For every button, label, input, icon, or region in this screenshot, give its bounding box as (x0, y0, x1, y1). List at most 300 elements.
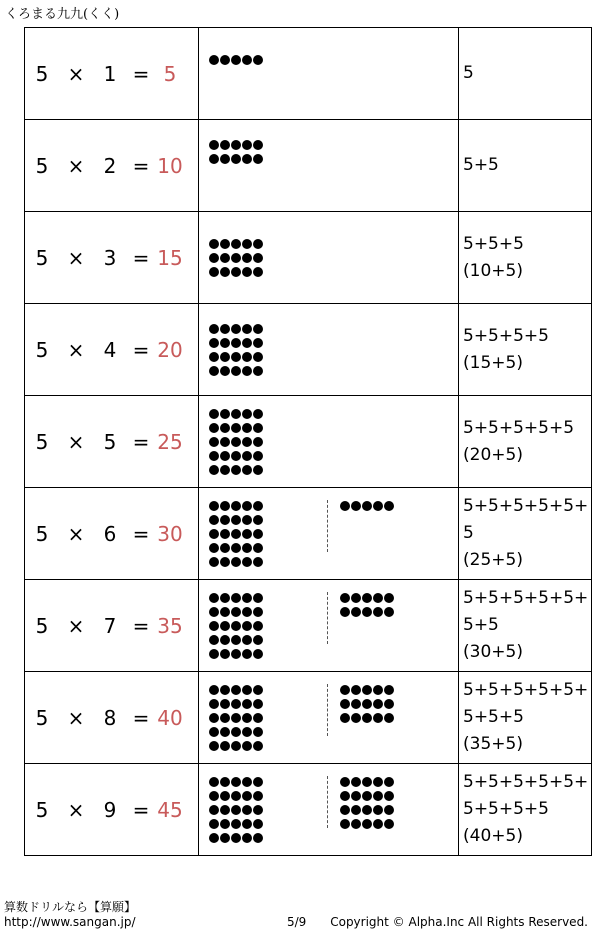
sum-cell (459, 580, 592, 672)
sum-cell (459, 28, 592, 120)
black-dot (373, 819, 383, 829)
dot-row (340, 711, 395, 725)
black-dot (242, 423, 252, 433)
equation (25, 246, 198, 270)
black-dot (351, 819, 361, 829)
dot-row (209, 527, 264, 541)
sum-cell (459, 396, 592, 488)
black-dot (351, 713, 361, 723)
multiplicand: 5 (35, 337, 49, 362)
black-dot (242, 451, 252, 461)
black-dot (242, 154, 252, 164)
black-dot (209, 140, 219, 150)
black-dot (209, 713, 219, 723)
black-dot (209, 267, 219, 277)
black-dot (351, 593, 361, 603)
sum-line: (15+5) (463, 352, 523, 373)
black-dot (384, 777, 394, 787)
black-dot (220, 529, 230, 539)
black-dot (242, 543, 252, 553)
black-dot (351, 607, 361, 617)
black-dot (253, 267, 263, 277)
black-dot (220, 437, 230, 447)
black-dot (340, 699, 350, 709)
black-dot (220, 833, 230, 843)
equation-cell (25, 212, 199, 304)
product: 35 (157, 613, 183, 638)
black-dot (209, 423, 219, 433)
black-dot (242, 366, 252, 376)
black-dot (242, 621, 252, 631)
black-dot (220, 805, 230, 815)
black-dot (253, 833, 263, 843)
dashed-divider (327, 500, 328, 552)
black-dot (209, 529, 219, 539)
footer-url-link[interactable]: http://www.sangan.jp/ (4, 915, 136, 929)
copyright-text: Copyright © Alpha.Inc All Rights Reserved. (330, 915, 588, 929)
black-dot (231, 465, 241, 475)
sum-cell (459, 764, 592, 856)
table-row (25, 672, 592, 764)
black-dot (373, 593, 383, 603)
dot-row (209, 463, 264, 477)
black-dot (351, 685, 361, 695)
black-dot (362, 593, 372, 603)
black-dot (242, 409, 252, 419)
black-dot (351, 791, 361, 801)
black-dot (231, 685, 241, 695)
black-dot (209, 593, 219, 603)
sum-line: 5+5+5 (463, 707, 524, 727)
dot-group-left (209, 775, 264, 845)
black-dot (231, 557, 241, 567)
sum-line: 5+5+5+5+5+ (463, 496, 589, 516)
black-dot (220, 713, 230, 723)
repeated-addition (459, 60, 591, 87)
dashed-divider (327, 684, 328, 736)
dot-row (209, 322, 264, 336)
dot-row (340, 803, 395, 817)
black-dot (242, 833, 252, 843)
times-sign: × (67, 153, 85, 178)
black-dot (373, 805, 383, 815)
black-dot (209, 621, 219, 631)
black-dot (384, 685, 394, 695)
black-dot (209, 451, 219, 461)
black-dot (253, 55, 263, 65)
black-dot (220, 607, 230, 617)
multiplier: 5 (103, 429, 117, 454)
black-dot (373, 777, 383, 787)
equation (25, 798, 198, 822)
dot-row (209, 513, 264, 527)
black-dot (351, 805, 361, 815)
dots-cell (199, 120, 459, 212)
black-dot (220, 621, 230, 631)
black-dot (242, 55, 252, 65)
times-sign: × (67, 429, 85, 454)
black-dot (242, 253, 252, 263)
worksheet-title: くろまる九九(くく) (5, 7, 120, 22)
sum-line: 5+5+5+5+5+ (463, 680, 589, 700)
repeated-addition (459, 323, 591, 377)
black-dot (362, 713, 372, 723)
multiplicand: 5 (35, 429, 49, 454)
black-dot (253, 805, 263, 815)
black-dot (351, 699, 361, 709)
black-dot (220, 515, 230, 525)
black-dot (242, 635, 252, 645)
dashed-divider (327, 592, 328, 644)
dot-row (209, 711, 264, 725)
dots-cell (199, 304, 459, 396)
equation-cell (25, 28, 199, 120)
sum-line: 5+5 (463, 615, 499, 635)
equation-cell (25, 672, 199, 764)
black-dot (253, 409, 263, 419)
black-dot (209, 515, 219, 525)
black-dot (231, 819, 241, 829)
equation (25, 154, 198, 178)
black-dot (220, 741, 230, 751)
dot-row (209, 499, 264, 513)
dot-row (209, 619, 264, 633)
dot-row (209, 775, 264, 789)
table-row (25, 28, 592, 120)
black-dot (209, 501, 219, 511)
black-dot (231, 741, 241, 751)
sum-cell (459, 304, 592, 396)
black-dot (253, 607, 263, 617)
black-dot (253, 741, 263, 751)
times-sign: × (67, 337, 85, 362)
black-dot (209, 649, 219, 659)
black-dot (231, 140, 241, 150)
equals-sign: = (132, 797, 150, 822)
sum-line: (25+5) (463, 550, 523, 570)
black-dot (242, 713, 252, 723)
black-dot (373, 607, 383, 617)
equation (25, 614, 198, 638)
black-dot (242, 685, 252, 695)
black-dot (384, 501, 394, 511)
table-row (25, 764, 592, 856)
sum-line: (40+5) (463, 826, 523, 846)
dot-group-left (209, 322, 264, 378)
black-dot (242, 649, 252, 659)
black-dot (351, 501, 361, 511)
dot-row (209, 697, 264, 711)
sum-cell (459, 488, 592, 580)
black-dot (220, 791, 230, 801)
black-dot (253, 819, 263, 829)
sum-cell (459, 120, 592, 212)
sum-line: (10+5) (463, 260, 523, 281)
black-dot (384, 607, 394, 617)
black-dot (231, 451, 241, 461)
black-dot (231, 833, 241, 843)
black-dot (209, 819, 219, 829)
black-dot (209, 253, 219, 263)
black-dot (209, 154, 219, 164)
black-dot (220, 699, 230, 709)
black-dot (231, 423, 241, 433)
black-dot (220, 727, 230, 737)
multiplicand: 5 (35, 61, 49, 86)
black-dot (231, 607, 241, 617)
black-dot (209, 55, 219, 65)
black-dot (209, 366, 219, 376)
dot-row (209, 336, 264, 350)
black-dot (340, 819, 350, 829)
dot-row (340, 499, 395, 513)
table-row (25, 120, 592, 212)
dot-row (209, 407, 264, 421)
black-dot (340, 713, 350, 723)
repeated-addition (459, 152, 591, 179)
equals-sign: = (132, 153, 150, 178)
equals-sign: = (132, 705, 150, 730)
multiplicand: 5 (35, 153, 49, 178)
dot-group-left (209, 53, 264, 67)
black-dot (253, 338, 263, 348)
dot-row (209, 53, 264, 67)
black-dot (253, 529, 263, 539)
black-dot (253, 791, 263, 801)
times-sign: × (67, 521, 85, 546)
table-row (25, 304, 592, 396)
black-dot (253, 699, 263, 709)
sum-cell (459, 672, 592, 764)
black-dot (209, 543, 219, 553)
equals-sign: = (132, 429, 150, 454)
dot-row (340, 775, 395, 789)
black-dot (231, 727, 241, 737)
sum-line: 5 (463, 523, 474, 543)
black-dot (242, 557, 252, 567)
repeated-addition (459, 231, 591, 285)
black-dot (253, 543, 263, 553)
black-dot (220, 649, 230, 659)
black-dot (362, 699, 372, 709)
black-dot (231, 635, 241, 645)
dot-row (340, 817, 395, 831)
dot-group-left (209, 683, 264, 753)
dot-row (340, 789, 395, 803)
black-dot (231, 324, 241, 334)
dot-row (209, 237, 264, 251)
black-dot (231, 366, 241, 376)
dot-row (209, 265, 264, 279)
black-dot (384, 805, 394, 815)
product: 15 (157, 245, 183, 270)
black-dot (209, 741, 219, 751)
black-dot (340, 593, 350, 603)
dot-group-left (209, 499, 264, 569)
repeated-addition (459, 677, 591, 758)
equation-cell (25, 488, 199, 580)
black-dot (209, 465, 219, 475)
dot-group-left (209, 591, 264, 661)
product: 30 (157, 521, 183, 546)
black-dot (253, 437, 263, 447)
black-dot (231, 55, 241, 65)
black-dot (220, 267, 230, 277)
multiplier: 2 (103, 153, 117, 178)
black-dot (253, 154, 263, 164)
black-dot (253, 140, 263, 150)
repeated-addition (459, 415, 591, 469)
multiplier: 3 (103, 245, 117, 270)
black-dot (373, 791, 383, 801)
black-dot (242, 239, 252, 249)
dot-row (340, 683, 395, 697)
dots-cell (199, 764, 459, 856)
dot-group-left (209, 138, 264, 166)
dot-row (209, 605, 264, 619)
black-dot (242, 338, 252, 348)
black-dot (362, 607, 372, 617)
black-dot (209, 409, 219, 419)
black-dot (253, 649, 263, 659)
equals-sign: = (132, 521, 150, 546)
black-dot (220, 465, 230, 475)
dot-row (209, 138, 264, 152)
black-dot (362, 791, 372, 801)
black-dot (340, 607, 350, 617)
sum-line: 5 (463, 63, 474, 83)
sum-line: 5+5+5+5+5+ (463, 588, 589, 608)
black-dot (362, 819, 372, 829)
black-dot (209, 833, 219, 843)
black-dot (253, 635, 263, 645)
footer-brand: 算数ドリルなら【算願】 (4, 900, 137, 914)
black-dot (242, 352, 252, 362)
multiplier: 9 (103, 797, 117, 822)
black-dot (209, 324, 219, 334)
black-dot (373, 501, 383, 511)
black-dot (242, 805, 252, 815)
times-sign: × (67, 797, 85, 822)
black-dot (362, 805, 372, 815)
multiplicand: 5 (35, 245, 49, 270)
black-dot (231, 515, 241, 525)
dot-row (209, 449, 264, 463)
sum-line: 5+5+5+5 (463, 799, 549, 819)
black-dot (362, 777, 372, 787)
black-dot (231, 593, 241, 603)
black-dot (231, 437, 241, 447)
equals-sign: = (132, 61, 150, 86)
multiplicand: 5 (35, 521, 49, 546)
multiplier: 6 (103, 521, 117, 546)
black-dot (220, 451, 230, 461)
dot-row (209, 555, 264, 569)
black-dot (220, 352, 230, 362)
equation-cell (25, 304, 199, 396)
black-dot (351, 777, 361, 787)
black-dot (209, 791, 219, 801)
equation (25, 62, 198, 86)
multiplier: 4 (103, 337, 117, 362)
dot-group-right (340, 683, 395, 725)
repeated-addition (459, 493, 591, 574)
multiplier: 1 (103, 61, 117, 86)
product: 5 (163, 61, 177, 86)
black-dot (242, 140, 252, 150)
black-dot (209, 699, 219, 709)
sum-cell (459, 212, 592, 304)
black-dot (242, 437, 252, 447)
black-dot (231, 543, 241, 553)
dot-row (340, 605, 395, 619)
black-dot (220, 423, 230, 433)
black-dot (209, 607, 219, 617)
repeated-addition (459, 585, 591, 666)
black-dot (231, 699, 241, 709)
dot-row (209, 803, 264, 817)
black-dot (220, 253, 230, 263)
sum-line: (30+5) (463, 642, 523, 662)
black-dot (231, 621, 241, 631)
dot-row (209, 683, 264, 697)
black-dot (253, 621, 263, 631)
black-dot (220, 685, 230, 695)
black-dot (209, 557, 219, 567)
equation (25, 338, 198, 362)
black-dot (231, 154, 241, 164)
black-dot (209, 352, 219, 362)
equation (25, 522, 198, 546)
black-dot (220, 239, 230, 249)
black-dot (384, 593, 394, 603)
equation-cell (25, 764, 199, 856)
dot-group-left (209, 237, 264, 279)
black-dot (253, 239, 263, 249)
black-dot (253, 685, 263, 695)
repeated-addition (459, 769, 591, 850)
dot-row (209, 364, 264, 378)
black-dot (362, 685, 372, 695)
black-dot (220, 593, 230, 603)
black-dot (242, 465, 252, 475)
black-dot (253, 777, 263, 787)
black-dot (253, 515, 263, 525)
product: 25 (157, 429, 183, 454)
sum-line: 5+5+5+5+5 (463, 417, 575, 438)
black-dot (242, 699, 252, 709)
dot-row (209, 435, 264, 449)
dot-row (209, 633, 264, 647)
product: 45 (157, 797, 183, 822)
equals-sign: = (132, 613, 150, 638)
black-dot (253, 713, 263, 723)
dot-group-right (340, 591, 395, 619)
dot-row (209, 251, 264, 265)
black-dot (231, 409, 241, 419)
times-sign: × (67, 245, 85, 270)
black-dot (231, 239, 241, 249)
multiplier: 7 (103, 613, 117, 638)
multiplicand: 5 (35, 705, 49, 730)
black-dot (253, 727, 263, 737)
multiplier: 8 (103, 705, 117, 730)
equation-cell (25, 580, 199, 672)
black-dot (231, 713, 241, 723)
black-dot (242, 267, 252, 277)
dot-row (340, 697, 395, 711)
black-dot (253, 501, 263, 511)
